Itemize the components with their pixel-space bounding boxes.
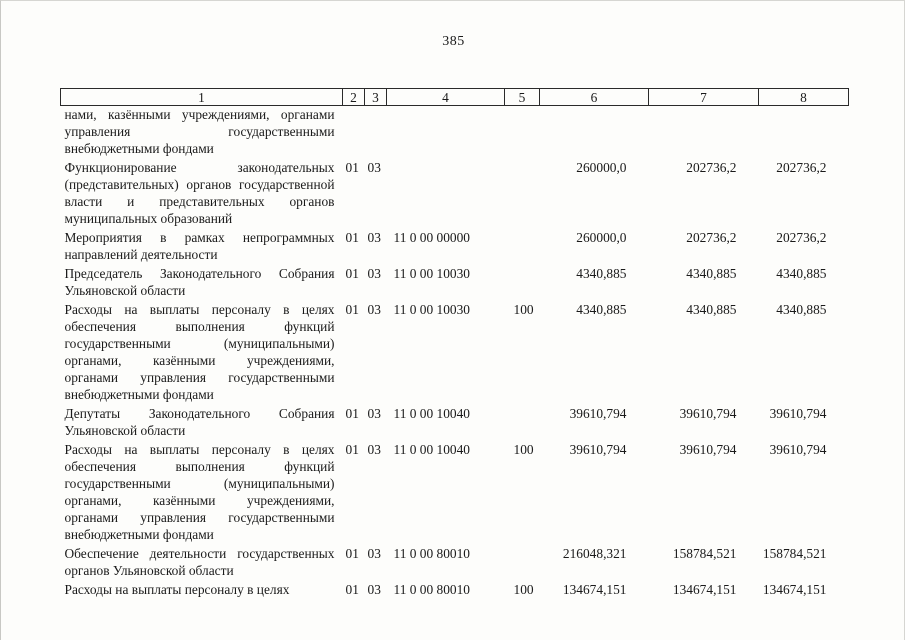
column-number-2: 2 [343, 89, 365, 106]
expense-type-code [505, 106, 540, 160]
section-code: 01 [345, 302, 359, 317]
row-name: нами, казёнными учреждениями, органами управления государственными внебюджетными фондами [64, 107, 335, 156]
subsection-code [365, 106, 387, 160]
section-code: 01 [345, 442, 359, 457]
expense-type-code [505, 545, 540, 581]
expense-type-code [505, 229, 540, 265]
amount-column-8: 39610,794 [769, 406, 827, 421]
target-article-code [387, 106, 505, 160]
section-code: 01 [345, 266, 359, 281]
amount-column-6: 134674,151 [562, 582, 627, 597]
expense-type-code: 100 [513, 582, 534, 597]
subsection-code: 03 [367, 546, 381, 561]
amount-column-7: 39610,794 [679, 442, 737, 457]
row-name: Расходы на выплаты персоналу в целях обеспечения выполнения функций государственными (муниципальными) органами, казёнными учреждениями, органами управления государственными внебюджетными фондами [64, 302, 335, 402]
section-code: 01 [345, 582, 359, 597]
amount-column-7: 134674,151 [672, 582, 737, 597]
row-name: Мероприятия в рамках непрограммных направлений деятельности [64, 230, 335, 262]
subsection-code: 03 [367, 230, 381, 245]
row-name: Расходы на выплаты персоналу в целях обеспечения выполнения функций государственными (муниципальными) органами, казёнными учреждениями, органами управления государственными внебюджетными фондами [64, 442, 335, 542]
section-code: 01 [345, 406, 359, 421]
amount-column-7: 202736,2 [686, 160, 737, 175]
amount-column-8: 202736,2 [776, 160, 827, 175]
table-row [61, 405, 849, 441]
subsection-code: 03 [367, 302, 381, 317]
table-body [61, 106, 849, 601]
table-row [61, 441, 849, 545]
section-code: 01 [345, 160, 359, 175]
target-article-code: 11 0 00 10030 [393, 266, 470, 281]
amount-column-7: 158784,521 [672, 546, 737, 561]
target-article-code: 11 0 00 00000 [393, 230, 470, 245]
header-row [61, 89, 849, 106]
expense-type-code [505, 405, 540, 441]
subsection-code: 03 [367, 406, 381, 421]
amount-column-7: 4340,885 [686, 266, 737, 281]
row-name: Расходы на выплаты персоналу в целях [64, 582, 290, 597]
section-code: 01 [345, 230, 359, 245]
row-name: Обеспечение деятельности государственных органов Ульяновской области [64, 546, 335, 578]
column-number-8: 8 [759, 89, 849, 106]
row-name: Председатель Законодательного Собрания Ульяновской области [64, 266, 335, 298]
section-code: 01 [345, 546, 359, 561]
table-row [61, 581, 849, 600]
table-row [61, 229, 849, 265]
amount-column-6: 216048,321 [562, 546, 627, 561]
budget-table [60, 88, 849, 600]
row-name: Депутаты Законодательного Собрания Ульяновской области [64, 406, 335, 438]
amount-column-6: 39610,794 [569, 442, 627, 457]
table-row [61, 106, 849, 160]
amount-column-8: 158784,521 [762, 546, 827, 561]
target-article-code: 11 0 00 80010 [393, 582, 470, 597]
amount-column-8: 4340,885 [776, 266, 827, 281]
amount-column-6 [540, 106, 649, 160]
target-article-code: 11 0 00 10030 [393, 302, 470, 317]
column-number-1: 1 [61, 89, 343, 106]
amount-column-8: 202736,2 [776, 230, 827, 245]
column-number-3: 3 [365, 89, 387, 106]
row-name: Функционирование законодательных (представительных) органов государственной власти и представительных органов муниципальных образований [64, 160, 335, 226]
amount-column-6: 260000,0 [576, 230, 627, 245]
amount-column-8: 4340,885 [776, 302, 827, 317]
amount-column-6: 4340,885 [576, 266, 627, 281]
amount-column-7: 202736,2 [686, 230, 737, 245]
amount-column-7 [649, 106, 759, 160]
table-row [61, 159, 849, 229]
amount-column-7: 4340,885 [686, 302, 737, 317]
subsection-code: 03 [367, 160, 381, 175]
target-article-code: 11 0 00 80010 [393, 546, 470, 561]
subsection-code: 03 [367, 266, 381, 281]
expense-type-code: 100 [513, 302, 534, 317]
column-number-7: 7 [649, 89, 759, 106]
section-code [343, 106, 365, 160]
column-number-6: 6 [540, 89, 649, 106]
table-row [61, 265, 849, 301]
expense-type-code: 100 [513, 442, 534, 457]
amount-column-6: 260000,0 [576, 160, 627, 175]
column-number-5: 5 [505, 89, 540, 106]
subsection-code: 03 [367, 582, 381, 597]
amount-column-8: 39610,794 [769, 442, 827, 457]
column-number-4: 4 [387, 89, 505, 106]
amount-column-8 [759, 106, 849, 160]
table-row [61, 301, 849, 405]
target-article-code [387, 159, 505, 229]
amount-column-8: 134674,151 [762, 582, 827, 597]
page-number: 385 [442, 34, 465, 49]
subsection-code: 03 [367, 442, 381, 457]
expense-type-code [505, 265, 540, 301]
expense-type-code [505, 159, 540, 229]
target-article-code: 11 0 00 10040 [393, 442, 470, 457]
amount-column-7: 39610,794 [679, 406, 737, 421]
amount-column-6: 4340,885 [576, 302, 627, 317]
table-row [61, 545, 849, 581]
amount-column-6: 39610,794 [569, 406, 627, 421]
target-article-code: 11 0 00 10040 [393, 406, 470, 421]
